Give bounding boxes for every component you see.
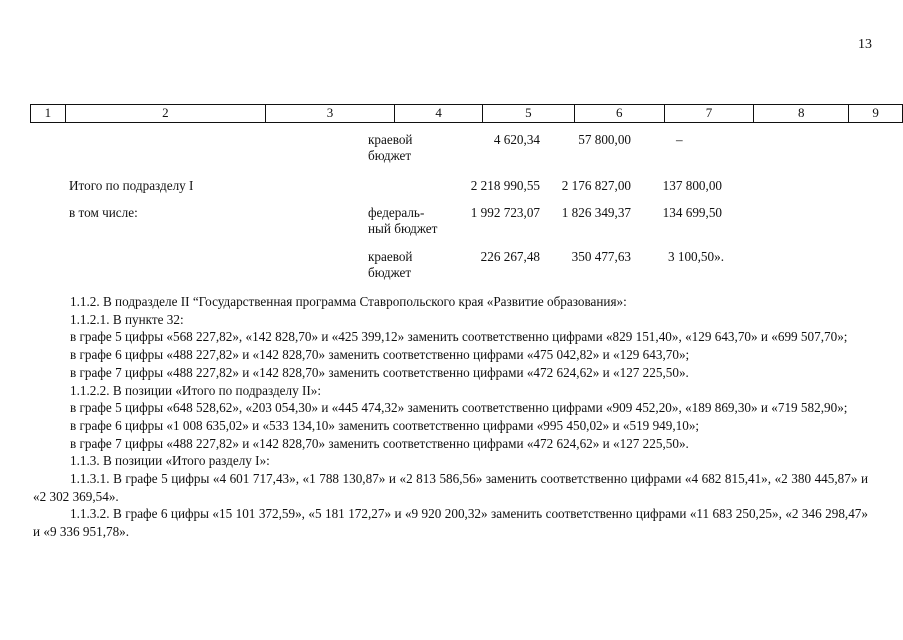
value-col6: 2 176 827,00 bbox=[561, 178, 631, 193]
paragraph: 1.1.3. В позиции «Итого разделу I»: bbox=[70, 453, 270, 469]
row-label: Итого по подразделу I bbox=[69, 178, 194, 193]
column-number-cell: 7 bbox=[664, 105, 753, 123]
value-col5: 4 620,34 bbox=[493, 132, 540, 147]
value-col7: 3 100,50». bbox=[667, 249, 724, 264]
paragraph: 1.1.3.2. В графе 6 цифры «15 101 372,59», «5 181 172,27» и «9 920 200,32» заменить соответственно цифрами «11 683 250,25», «2 346 298,47» и «9 336 951,78». bbox=[33, 506, 868, 540]
value-col5: 2 218 990,55 bbox=[470, 178, 540, 193]
paragraph: в графе 7 цифры «488 227,82» и «142 828,70» заменить соответственно цифрами «472 624,62» и «127 225,50». bbox=[70, 364, 689, 380]
paragraph: 1.1.2.2. В позиции «Итого по подразделу II»: bbox=[70, 382, 322, 398]
paragraph: 1.1.3.1. В графе 5 цифры «4 601 717,43», «1 788 130,87» и «2 813 586,56» заменить соответственно цифрами «4 682 815,41», «2 380 445,87» и «2 302 369,54». bbox=[33, 471, 868, 504]
column-number-cell: 2 bbox=[65, 105, 265, 123]
row-label: в том числе: bbox=[69, 205, 138, 220]
budget-source: федераль- ный бюджет bbox=[368, 205, 438, 236]
column-number-cell: 8 bbox=[754, 105, 849, 123]
value-col6: 350 477,63 bbox=[571, 249, 631, 264]
paragraph: в графе 7 цифры «488 227,82» и «142 828,70» заменить соответственно цифрами «472 624,62» и «127 225,50». bbox=[70, 435, 689, 451]
budget-source: краевой бюджет bbox=[368, 132, 413, 163]
paragraph: 1.1.2.1. В пункте 32: bbox=[70, 311, 184, 327]
column-number-cell: 4 bbox=[395, 105, 483, 123]
column-number-cell: 1 bbox=[31, 105, 66, 123]
amendment-text bbox=[33, 293, 868, 541]
value-col5: 1 992 723,07 bbox=[470, 205, 540, 220]
value-col7: 137 800,00 bbox=[662, 178, 722, 193]
budget-source: краевой бюджет bbox=[368, 249, 413, 280]
paragraph: в графе 5 цифры «648 528,62», «203 054,30» и «445 474,32» заменить соответственно цифрами «909 452,20», «189 869,30» и «719 582,90»; bbox=[70, 400, 848, 416]
value-col5: 226 267,48 bbox=[480, 249, 540, 264]
value-col7: – bbox=[676, 132, 683, 147]
column-number-cell: 3 bbox=[266, 105, 395, 123]
column-number-cell: 9 bbox=[849, 105, 903, 123]
column-number-cell: 6 bbox=[574, 105, 664, 123]
value-col7: 134 699,50 bbox=[662, 205, 722, 220]
column-number-header bbox=[30, 104, 903, 123]
paragraph: 1.1.2. В подразделе II “Государственная программа Ставропольского края «Развитие образования»: bbox=[70, 294, 627, 309]
paragraph: в графе 5 цифры «568 227,82», «142 828,70» и «425 399,12» заменить соответственно цифрами «829 151,40», «129 643,70» и «699 507,70»; bbox=[70, 329, 848, 345]
column-number-cell: 5 bbox=[483, 105, 574, 123]
paragraph: в графе 6 цифры «488 227,82» и «142 828,70» заменить соответственно цифрами «475 042,82» и «129 643,70»; bbox=[70, 347, 690, 363]
page-number: 13 bbox=[858, 37, 872, 52]
value-col6: 57 800,00 bbox=[578, 132, 631, 147]
paragraph: в графе 6 цифры «1 008 635,02» и «533 134,10» заменить соответственно цифрами «995 450,02» и «519 949,10»; bbox=[70, 417, 700, 433]
value-col6: 1 826 349,37 bbox=[561, 205, 631, 220]
